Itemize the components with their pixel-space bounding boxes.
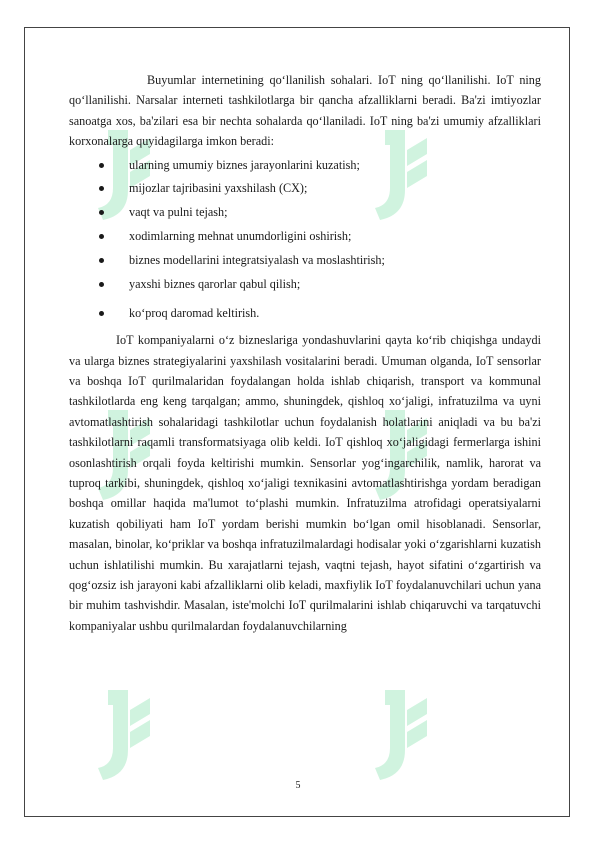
bullet-icon [99,282,104,287]
bullet-icon [99,311,104,316]
intro-paragraph: Buyumlar internetining qo‘llanilish sohalari. IoT ning qo‘llanilishi. IoT ning qo‘llanilishi. Narsalar interneti tashkilotlarga bir qancha afzalliklarni beradi. Ba'zi imtiyozlar sanoatga xos, ba'zilari esa bir nechta sohalarda qo‘llaniladi. IoT ning ba'zi umumiy afzalliklari korxonalarga quyidagilarga imkon beradi: [69,73,541,149]
bullet-icon [99,258,104,263]
list-item: mijozlar tajribasini yaxshilash (CX); [69,177,541,201]
list-item: ko‘proq daromad keltirish. [69,302,541,326]
bullet-icon [99,163,104,168]
main-paragraph: IoT kompaniyalarni o‘z bizneslariga yondashuvlarini qayta ko‘rib chiqishga undaydi va ularga biznes strategiyalarini yaxshilash vositalarini beradi. Umuman olganda, IoT sensorlar va boshqa IoT qurilmalaridan foydalangan holda ishlab chiqarish, transport va kommunal tashkilotlarda eng keng tarqalgan; ammo, shuningdek, qishloq xo‘jaligi, infratuzilma va uyni avtomatlashtirish sohalaridagi tashkilotlar uchun foydalanish holatlarini aniqladi va bu ba'zi tashkilotlarni raqamli transformatsiyaga olib keldi. IoT qishloq xo‘jaligidagi fermerlarga ishini osonlashtirish orqali foyda keltirishi mumkin. Sensorlar yog‘ingarchilik, namlik, harorat va tuproq tarkibi, shuningdek, qishloq xo‘jaligi texnikasini avtomatlashtirishga yordam beradigan boshqa omillar haqida ma'lumot to‘plashi mumkin. Infratuzilma atrofidagi operatsiyalarni kuzatish qobiliyati ham IoT yordam berishi mumkin bo‘lgan omil hisoblanadi. Sensorlar, masalan, binolar, ko‘priklar va boshqa infratuzilmalardagi hodisalar yoki o‘zgarishlarni kuzatish uchun ishlatilishi mumkin. Bu xarajatlarni tejash, vaqtni tejash, hayot sifatini o‘zgartirish va qog‘ozsiz ish jarayoni kabi afzalliklarni olib keladi, maxfiylik IoT foydalanuvchilari uchun yana bir muhim tashvishdir. Masalan, iste'molchi IoT qurilmalarini ishlab chiqaruvchi va tarqatuvchi kompaniyalar ushbu qurilmalardan foydalanuvchilarning [69,333,541,633]
list-item: yaxshi biznes qarorlar qabul qilish; [69,273,541,297]
bullet-icon [99,210,104,215]
list-item: vaqt va pulni tejash; [69,201,541,225]
list-item: xodimlarning mehnat unumdorligini oshirish; [69,225,541,249]
list-item: biznes modellarini integratsiyalash va moslashtirish; [69,249,541,273]
document-body [69,70,541,636]
bullet-icon [99,234,104,239]
page-number: 5 [295,780,301,791]
list-item: ularning umumiy biznes jarayonlarini kuzatish; [69,154,541,178]
bullet-icon [99,186,104,191]
benefits-list [69,154,541,327]
